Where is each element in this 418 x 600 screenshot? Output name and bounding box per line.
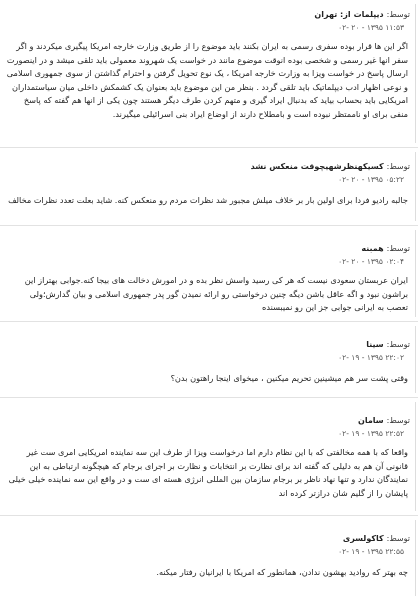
author-prefix: توسط: bbox=[386, 243, 410, 253]
comment-header bbox=[6, 240, 410, 256]
comment-header bbox=[6, 158, 410, 174]
comment-item bbox=[0, 322, 418, 398]
comment-divider bbox=[415, 326, 416, 393]
comment-divider bbox=[415, 520, 416, 596]
author-prefix: توسط: bbox=[386, 339, 410, 349]
comment-divider bbox=[415, 402, 416, 511]
comment-divider bbox=[415, 230, 416, 317]
comment-divider bbox=[415, 152, 416, 221]
comment-body: ایران عربستان سعودی نیست که هر کی رسید واسش نظر بده و در امورش دخالت های بیجا کنه.جوابی بهتراز این براشون نبود و اگه عاقل باشن دیگه چنین درخواستی رو ارائه نمیدن گور پدر جمهوری اسلامی و بیان گدارش؛ولی تعصب به ایرانی جوابی جز این رو نمیبسنده bbox=[24, 275, 408, 312]
comment-body: جالبه رادیو فردا برای اولین بار بر خلاف میلش مجبور شد نظرات مردم رو منعکس کنه. شاید بعلت تعدد نظرات مخالف bbox=[8, 195, 408, 205]
comment-date: ۱۱:۵۳ ۱۳۹۵ - ۲۰ -۰۲ bbox=[338, 23, 404, 32]
comment-header bbox=[6, 412, 410, 428]
author-prefix: توسط: bbox=[386, 533, 410, 543]
author-prefix: توسط: bbox=[386, 415, 410, 425]
comment-item bbox=[0, 226, 418, 322]
comment-date: ۲۲:۵۲ ۱۳۹۵ - ۱۹ -۰۲ bbox=[338, 429, 404, 438]
author-name: کسیکهنظرشهیچوقت منعکس نشد bbox=[250, 161, 384, 171]
comment-body: چه بهتر که روادید بهشون ندادن، همانطور که امریکا با ایرانیان رفتار میکنه. bbox=[156, 567, 408, 577]
author-name: کاکولسری bbox=[342, 533, 384, 543]
author-prefix: توسط: bbox=[386, 9, 410, 19]
comment-body: واقعا که با همه مخالفتی که با این نظام دارم اما درخواست ویزا از طرف این سه نماینده امریکایی امری ست غیر قانونی آن هم به دلیلی که گفته اند برای نظارت بر انتخابات و نظارت بر اجرای برجام که هیچگونه ارتباطی به این نمایندگان ندارد و تنها نهاد ناظر بر برجام سازمان بین المللی انرژی هسته ای ست و در واقع این سه نماینده خیلی خیلی پایشان را از گلیم شان درازتر کرده اند bbox=[8, 447, 408, 498]
comment-item bbox=[0, 398, 418, 516]
comment-header bbox=[6, 336, 410, 352]
comment-item bbox=[0, 0, 418, 148]
comment-header bbox=[6, 530, 410, 546]
author-name: همبنه bbox=[361, 243, 384, 253]
comment-header bbox=[6, 6, 410, 22]
comment-date: ۲۲:۵۵ ۱۳۹۵ - ۱۹ -۰۲ bbox=[338, 547, 404, 556]
comment-date: ۰۲:۰۴ ۱۳۹۵ - ۲۰ -۰۲ bbox=[338, 257, 404, 266]
author-prefix: توسط: bbox=[386, 161, 410, 171]
author-name: سینا bbox=[366, 339, 384, 349]
comment-item bbox=[0, 516, 418, 600]
comment-date: ۲۲:۰۲ ۱۳۹۵ - ۱۹ -۰۲ bbox=[338, 353, 404, 362]
author-name: سامان bbox=[357, 415, 384, 425]
comment-divider bbox=[415, 4, 416, 143]
comment-date: ۰۵:۲۲ ۱۳۹۵ - ۲۰ -۰۲ bbox=[338, 175, 404, 184]
author-name: دیپلمات bbox=[353, 9, 384, 19]
comment-body: اگر این ها قرار بوده سفری رسمی به ایران بکنند باید موضوع را از طریق وزارت خارجه امریکا پیگیری میکردند و اگر سفر انها غیر رسمی و شخصی بوده انوقت موضوع مانند در خواست یک شهروند معمولی باید تلقی میشد و در اینصورت ارسال پاسخ در خواست ویزا به وزارت خارجه امریکا ، یک نوع تحویل گرفتن و احترام گذاشتن از سوی جمهوری اسلامی و نوعی اظهار ادب دیپلماتیک باید تلقی گردد . بنظر من این موضوع باید بعنوان یک کشمکش داخلی میان سیاستمداران امریکایی باید بحساب بیاید که بدنبال ایراد گیری و متهم کردن طرف دیگر هستند چون یکی از انها هم گفته که پاسخ منفی برای او ناممتظر نبوده است و بامطلاح دارند از اوضاع ایراد بنی اسرائیلی میگیرند. bbox=[6, 41, 408, 119]
comment-body: وقتی پشت سر هم میشینین تحریم میکنین ، میخوای اینجا راهتون بدن؟ bbox=[170, 373, 408, 383]
author-location: از: تهران bbox=[314, 9, 351, 19]
comment-item bbox=[0, 148, 418, 226]
